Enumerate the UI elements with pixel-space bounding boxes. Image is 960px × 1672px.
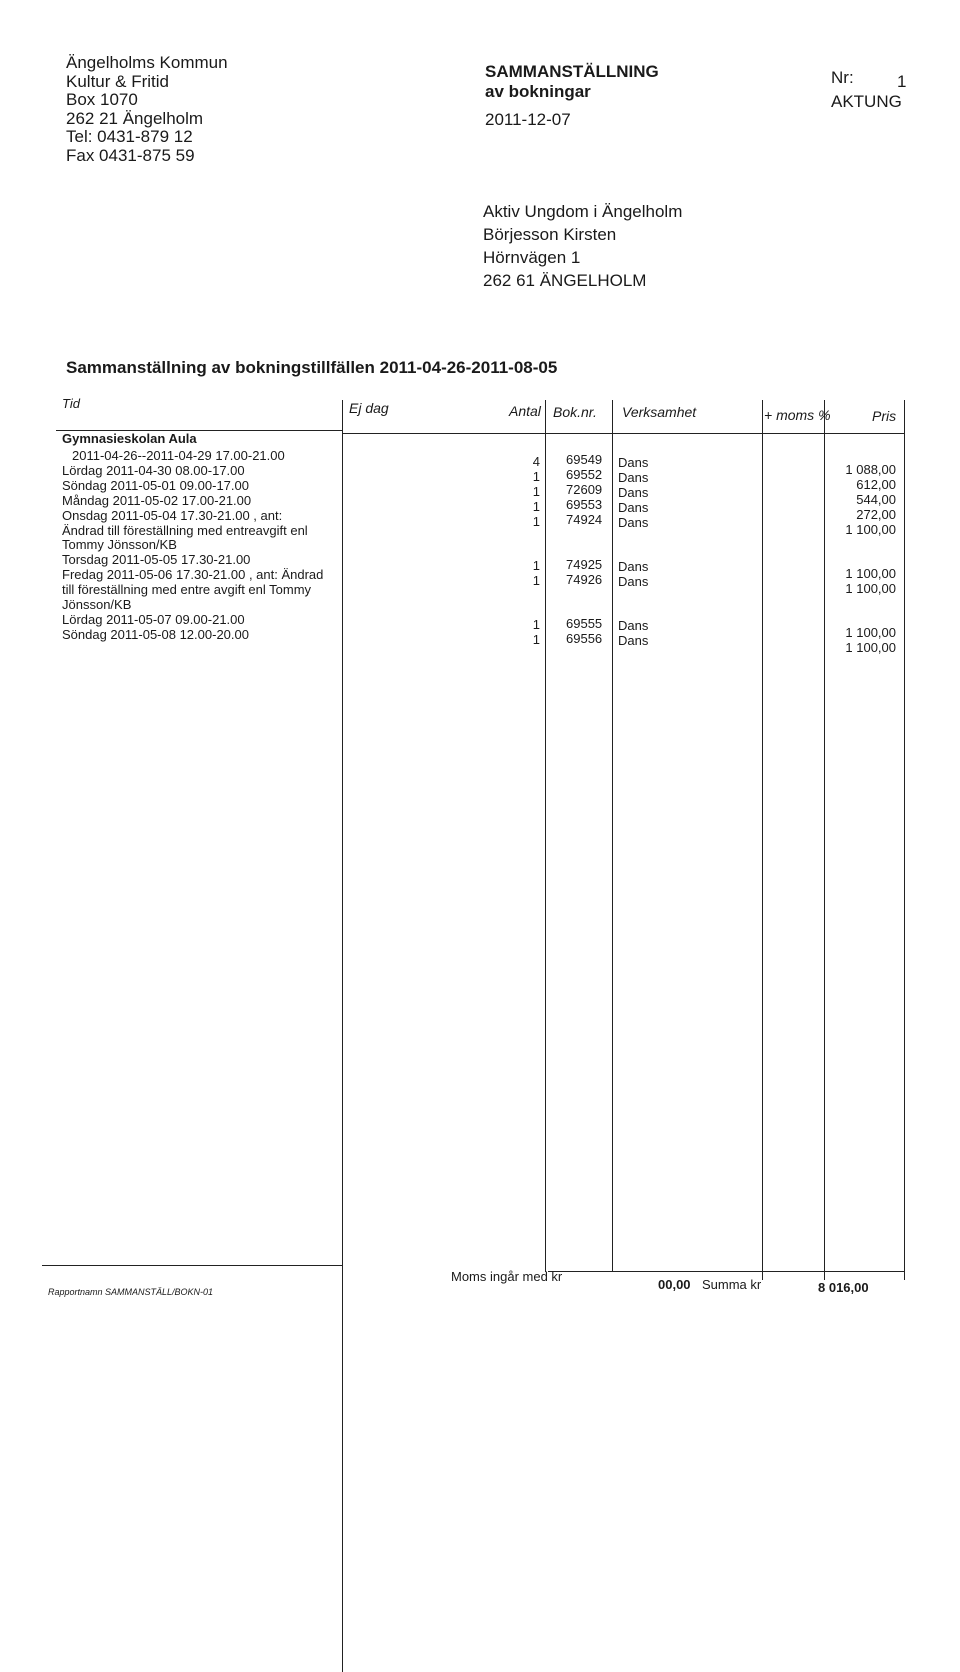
- tid-line: Måndag 2011-05-02 17.00-21.00: [62, 492, 252, 508]
- sender-line: Ängelholms Kommun: [66, 53, 228, 72]
- recipient-line: 262 61 ÄNGELHOLM: [483, 271, 647, 290]
- header-verksamhet: Verksamhet: [622, 404, 697, 420]
- antal-cell: 1: [532, 469, 540, 484]
- antal-cell: 1: [532, 514, 540, 529]
- tid-line: Söndag 2011-05-01 09.00-17.00: [62, 477, 249, 493]
- pris-cell: 1 088,00: [845, 462, 896, 477]
- tid-line: Torsdag 2011-05-05 17.30-21.00: [62, 552, 251, 568]
- pris-cell: 1 100,00: [845, 581, 896, 596]
- tid-line: Lördag 2011-05-07 09.00-21.00: [62, 611, 245, 627]
- tid-line: Söndag 2011-05-08 12.00-20.00: [62, 626, 249, 642]
- header-tid: Tid: [62, 396, 80, 411]
- verksamhet-cell: Dans: [618, 500, 649, 515]
- pris-cell: 1 100,00: [845, 522, 896, 537]
- tid-line: Tommy Jönsson/KB: [62, 537, 177, 553]
- boknr-cell: 74925: [566, 557, 603, 572]
- antal-cell: 1: [532, 573, 540, 588]
- verksamhet-cell: Dans: [618, 515, 649, 530]
- pris-cell: 1 100,00: [845, 640, 896, 655]
- boknr-cell: 69555: [566, 616, 603, 631]
- pris-cell: 1 100,00: [845, 566, 896, 581]
- boknr-cell: 69552: [566, 467, 603, 482]
- section-title: Sammanställning av bokningstillfällen 2011-04-26-2011-08-05: [66, 358, 558, 377]
- bottom-line: [42, 1265, 342, 1266]
- sender-line: Fax 0431-875 59: [66, 145, 195, 165]
- verksamhet-cell: Dans: [618, 559, 649, 574]
- header-moms: + moms %: [764, 407, 831, 423]
- boknr-cell: 72609: [566, 482, 603, 497]
- verksamhet-cell: Dans: [618, 485, 649, 500]
- verksamhet-cell: Dans: [618, 470, 649, 485]
- column-divider: [612, 400, 613, 1272]
- summa-label: Summa kr: [702, 1277, 762, 1292]
- sender-line: Tel: 0431-879 12: [66, 127, 193, 146]
- tid-line: Lördag 2011-04-30 08.00-17.00: [62, 462, 245, 478]
- header-ej-dag: Ej dag: [349, 400, 389, 416]
- sender-line: Kultur & Fritid: [66, 71, 169, 91]
- antal-cell: 1: [532, 632, 540, 647]
- pris-cell: 544,00: [856, 492, 896, 507]
- nr-value: 1: [897, 72, 907, 91]
- boknr-cell: 69549: [566, 452, 603, 467]
- recipient-line: Börjesson Kirsten: [483, 225, 617, 244]
- document-title-block: [485, 62, 659, 130]
- report-name: Rapportnamn SAMMANSTÄLL/BOKN-01: [48, 1287, 214, 1297]
- tid-line: 2011-04-26--2011-04-29 17.00-21.00: [72, 448, 285, 463]
- antal-cell: 1: [532, 617, 540, 632]
- antal-cell: 1: [532, 484, 540, 499]
- boknr-cell: 74926: [566, 572, 603, 587]
- pris-cell: 612,00: [856, 477, 896, 492]
- pris-cell: 272,00: [856, 507, 896, 522]
- header-boknr: Bok.nr.: [553, 404, 597, 420]
- sender-line: Box 1070: [66, 90, 138, 109]
- tid-line: Ändrad till föreställning med entreavgift enl: [62, 522, 308, 538]
- sender-line: 262 21 Ängelholm: [66, 108, 204, 128]
- antal-cell: 1: [532, 499, 540, 514]
- summa-value: 8 016,00: [818, 1280, 869, 1295]
- document-title: SAMMANSTÄLLNING: [485, 62, 659, 81]
- recipient-line: Aktiv Ungdom i Ängelholm: [483, 202, 683, 221]
- antal-cell: 1: [532, 558, 540, 573]
- header-antal: Antal: [509, 403, 541, 419]
- header-underline: [342, 433, 904, 434]
- boknr-cell: 69556: [566, 631, 603, 646]
- moms-value: 00,00: [658, 1277, 691, 1292]
- recipient-address: [483, 200, 682, 292]
- group-title: Gymnasieskolan Aula: [62, 431, 197, 446]
- moms-label: Moms ingår med kr: [451, 1269, 563, 1284]
- antal-cell: 4: [532, 454, 540, 469]
- tid-column: [62, 449, 347, 643]
- tid-line: Fredag 2011-05-06 17.30-21.00 , ant: Ändrad: [62, 567, 324, 583]
- document-date: 2011-12-07: [485, 110, 571, 129]
- sender-address: [66, 54, 228, 165]
- boknr-cell: 74924: [566, 512, 603, 527]
- verksamhet-cell: Dans: [618, 574, 649, 589]
- verksamhet-cell: Dans: [618, 633, 649, 648]
- bottom-line: [548, 1271, 904, 1272]
- tid-line: till föreställning med entre avgift enl Tommy: [62, 582, 312, 598]
- column-divider: [762, 400, 763, 1280]
- boknr-cell: 69553: [566, 497, 603, 512]
- document-subtitle: av bokningar: [485, 82, 591, 101]
- pris-cell: 1 100,00: [845, 625, 896, 640]
- nr-label: Nr:: [831, 68, 854, 87]
- tid-line: Onsdag 2011-05-04 17.30-21.00 , ant:: [62, 507, 283, 523]
- column-divider: [904, 400, 905, 1280]
- header-pris: Pris: [872, 408, 897, 424]
- tid-line: Jönsson/KB: [62, 597, 132, 613]
- recipient-line: Hörnvägen 1: [483, 248, 581, 267]
- column-divider: [545, 400, 546, 1272]
- verksamhet-cell: Dans: [618, 618, 649, 633]
- reference-code: AKTUNG: [831, 92, 902, 111]
- verksamhet-cell: Dans: [618, 455, 649, 470]
